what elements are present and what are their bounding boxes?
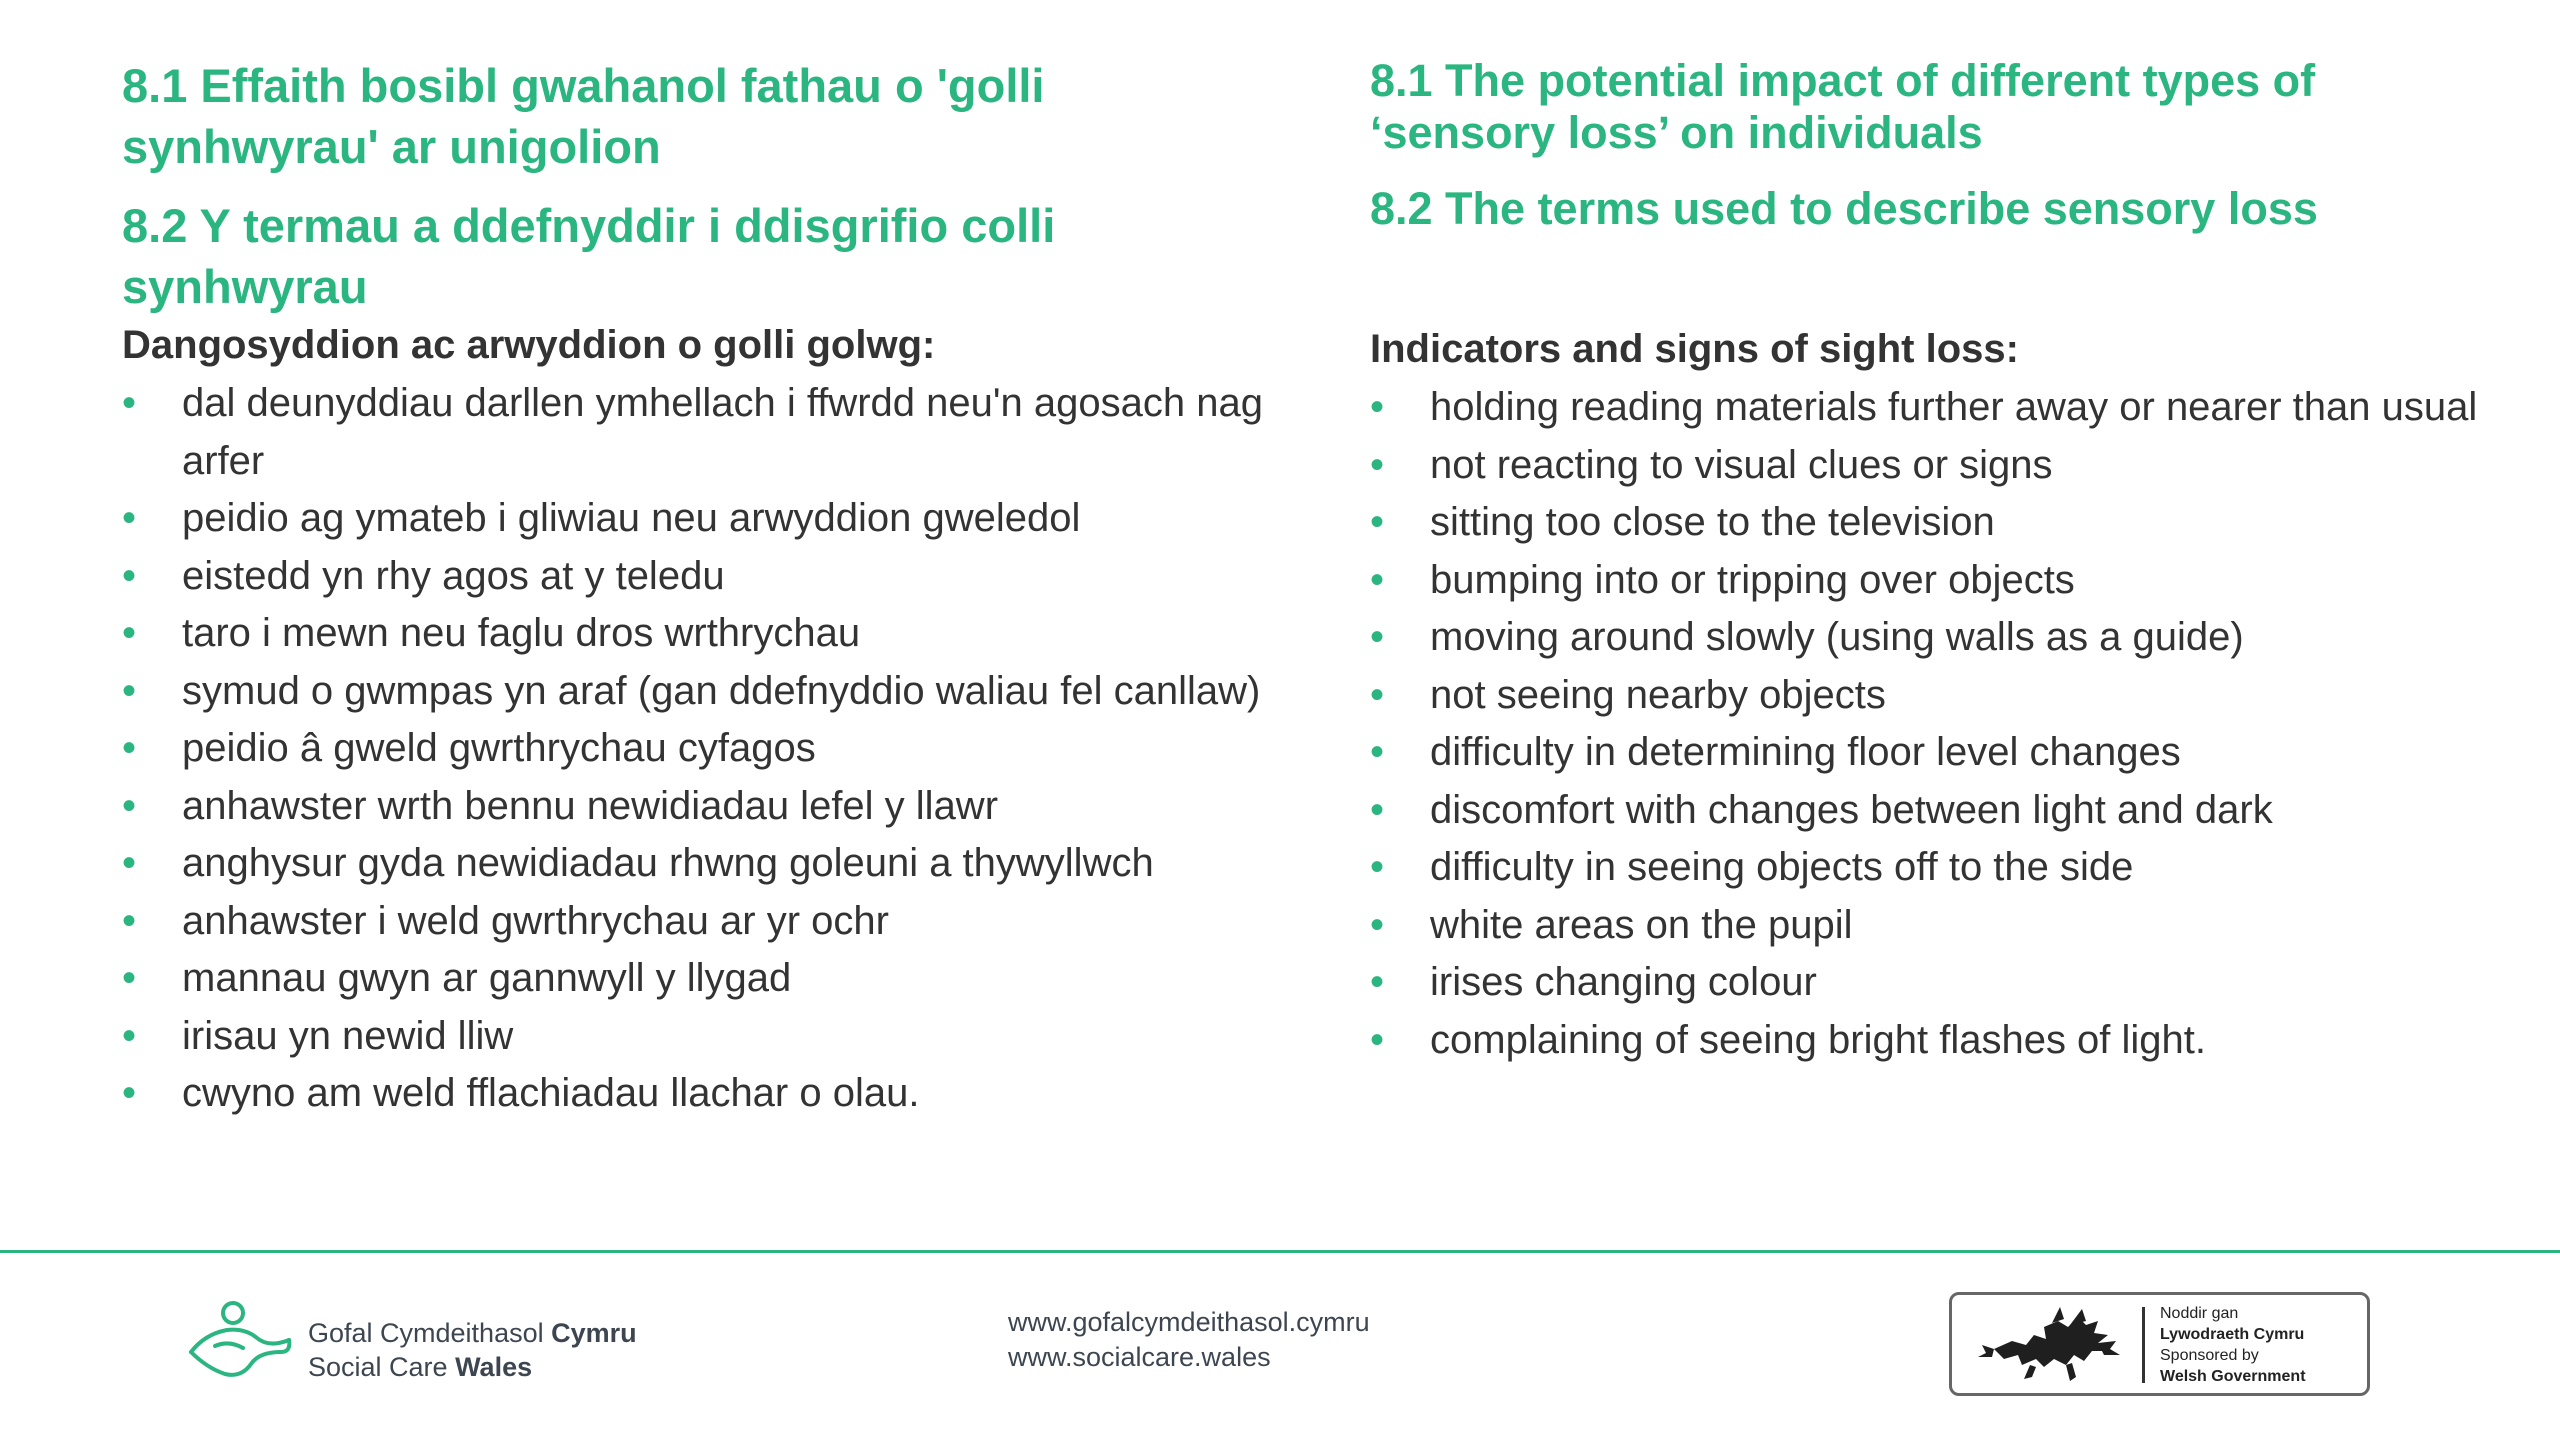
url-english[interactable]: www.socialcare.wales — [1008, 1342, 1271, 1372]
social-care-wales-logo — [185, 1300, 705, 1380]
list-item: • anhawster i weld gwrthrychau ar yr ochr — [122, 893, 1272, 951]
list-item: • discomfort with changes between light and dark — [1370, 782, 2500, 840]
sponsor-text — [2160, 1303, 2306, 1387]
list-item: • anhawster wrth bennu newidiadau lefel y llawr — [122, 778, 1272, 836]
list-item: • difficulty in determining floor level changes — [1370, 724, 2500, 782]
list-item: • bumping into or tripping over objects — [1370, 552, 2500, 610]
list-item: • taro i mewn neu faglu dros wrthrychau — [122, 605, 1272, 663]
welsh-subheading: Dangosyddion ac arwyddion o golli golwg: — [122, 323, 936, 367]
list-item: • holding reading materials further away or nearer than usual — [1370, 379, 2500, 437]
url-welsh[interactable]: www.gofalcymdeithasol.cymru — [1008, 1307, 1370, 1337]
list-item: • white areas on the pupil — [1370, 897, 2500, 955]
list-item: • anghysur gyda newidiadau rhwng goleuni a thywyllwch — [122, 835, 1272, 893]
dragon-icon — [1974, 1305, 2124, 1385]
logo-line-english: Social Care Wales — [308, 1352, 533, 1382]
footer-urls — [1008, 1305, 1370, 1375]
logo-line-welsh: Gofal Cymdeithasol Cymru — [308, 1318, 637, 1348]
welsh-government-badge — [1949, 1292, 2370, 1396]
welsh-bullet-list — [122, 375, 1272, 1123]
badge-separator — [2142, 1307, 2145, 1383]
english-heading-8-2: 8.2 The terms used to describe sensory loss — [1370, 183, 2318, 234]
welsh-column — [122, 55, 1272, 1123]
list-item: • sitting too close to the television — [1370, 494, 2500, 552]
list-item: • peidio â gweld gwrthrychau cyfagos — [122, 720, 1272, 778]
list-item: • difficulty in seeing objects off to the side — [1370, 839, 2500, 897]
list-item: • mannau gwyn ar gannwyll y llygad — [122, 950, 1272, 1008]
list-item: • symud o gwmpas yn araf (gan ddefnyddio waliau fel canllaw) — [122, 663, 1272, 721]
list-item: • eistedd yn rhy agos at y teledu — [122, 548, 1272, 606]
social-care-wales-wordmark — [308, 1316, 637, 1384]
list-item: • not reacting to visual clues or signs — [1370, 437, 2500, 495]
list-item: • cwyno am weld fflachiadau llachar o olau. — [122, 1065, 1272, 1123]
sponsor-line-english-name: Welsh Government — [2160, 1368, 2306, 1385]
sponsor-line-welsh-label: Noddir gan — [2160, 1305, 2239, 1322]
list-item: • irisau yn newid lliw — [122, 1008, 1272, 1066]
english-bullet-list — [1370, 379, 2500, 1069]
list-item: • dal deunyddiau darllen ymhellach i ffwrdd neu'n agosach nag arfer — [122, 375, 1272, 490]
footer-divider — [0, 1250, 2560, 1253]
english-heading-8-1: 8.1 The potential impact of different types of ‘sensory loss’ on individuals — [1370, 55, 2316, 158]
english-column — [1370, 55, 2500, 1069]
sponsor-line-english-label: Sponsored by — [2160, 1347, 2259, 1364]
english-subheading: Indicators and signs of sight loss: — [1370, 327, 2019, 371]
welsh-heading-8-2: 8.2 Y termau a ddefnyddir i ddisgrifio colli synhwyrau — [122, 199, 1056, 313]
list-item: • irises changing colour — [1370, 954, 2500, 1012]
sponsor-line-welsh-name: Lywodraeth Cymru — [2160, 1326, 2305, 1343]
list-item: • peidio ag ymateb i gliwiau neu arwyddion gweledol — [122, 490, 1272, 548]
list-item: • complaining of seeing bright flashes of light. — [1370, 1012, 2500, 1070]
list-item: • not seeing nearby objects — [1370, 667, 2500, 725]
social-care-wales-logo-icon — [185, 1300, 295, 1380]
welsh-heading-8-1: 8.1 Effaith bosibl gwahanol fathau o 'golli synhwyrau' ar unigolion — [122, 59, 1045, 173]
list-item: • moving around slowly (using walls as a guide) — [1370, 609, 2500, 667]
